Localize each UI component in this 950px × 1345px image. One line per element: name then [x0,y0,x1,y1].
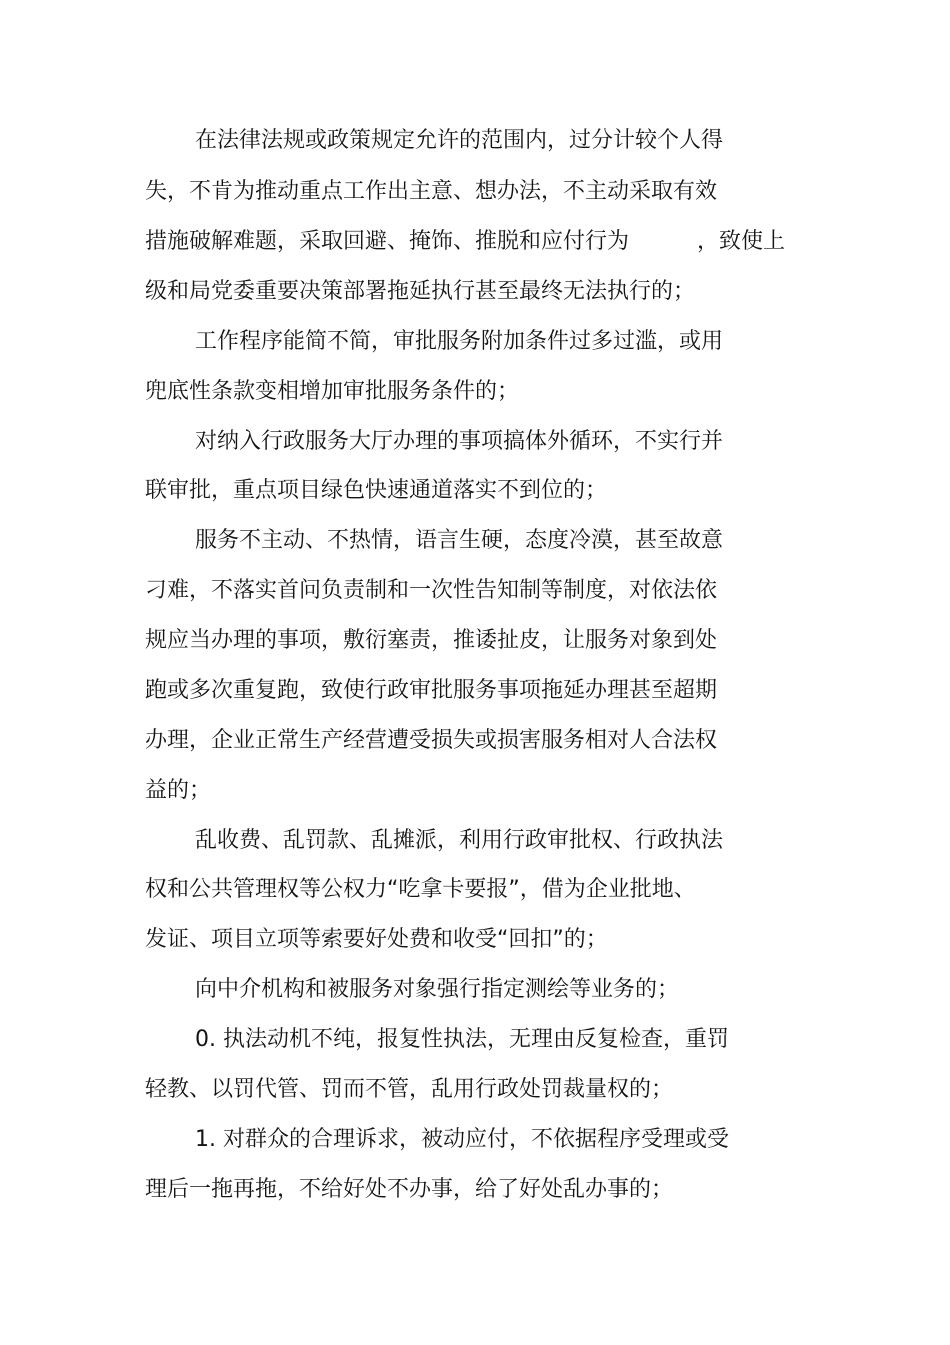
text-line: 级和局党委重要决策部署拖延执行甚至最终无法执行的； [145,279,696,304]
text-segment: 措施破解难题，采取回避、掩饰、推脱和应付行为 [145,229,630,254]
text-line: 刁难，不落实首问负责制和一次性告知制等制度，对依法依 [145,578,718,603]
text-line: 兜底性条款变相增加审批服务条件的； [145,379,520,404]
text-line: 1. 对群众的合理诉求，被动应付，不依据程序受理或受 [195,1127,729,1152]
text-line: 在法律法规或政策规定允许的范围内，过分计较个人得 [195,128,724,153]
text-segment: ，致使上 [697,229,786,254]
text-line: 规应当办理的事项，敷衍塞责，推诿扯皮，让服务对象到处 [145,628,718,653]
text-line: 乱收费、乱罚款、乱摊派，利用行政审批权、行政执法 [195,828,724,853]
text-line: 向中介机构和被服务对象强行指定测绘等业务的； [195,977,680,1002]
text-line: 失，不肯为推动重点工作出主意、想办法，不主动采取有效 [145,179,718,204]
text-line: 益的； [145,778,212,803]
text-line: 跑或多次重复跑，致使行政审批服务事项拖延办理甚至超期 [145,678,718,703]
text-line [0,227,950,257]
text-line: 0. 执法动机不纯，报复性执法，无理由反复检查，重罚 [195,1027,729,1052]
text-line: 轻教、以罚代管、罚而不管，乱用行政处罚裁量权的； [145,1077,674,1102]
text-line: 工作程序能简不简，审批服务附加条件过多过滥，或用 [195,329,724,354]
text-line: 联审批，重点项目绿色快速通道落实不到位的； [145,478,608,503]
text-line: 办理，企业正常生产经营遭受损失或损害服务相对人合法权 [145,728,718,753]
text-line: 发证、项目立项等索要好处费和收受“回扣”的； [145,927,608,952]
text-line: 对纳入行政服务大厅办理的事项搞体外循环，不实行并 [195,429,724,454]
text-line: 权和公共管理权等公权力“吃拿卡要报”，借为企业批地、 [145,877,696,902]
text-line: 理后一拖再拖，不给好处不办事，给了好处乱办事的； [145,1177,674,1202]
text-line: 服务不主动、不热情，语言生硬，态度冷漠，甚至故意 [195,528,724,553]
